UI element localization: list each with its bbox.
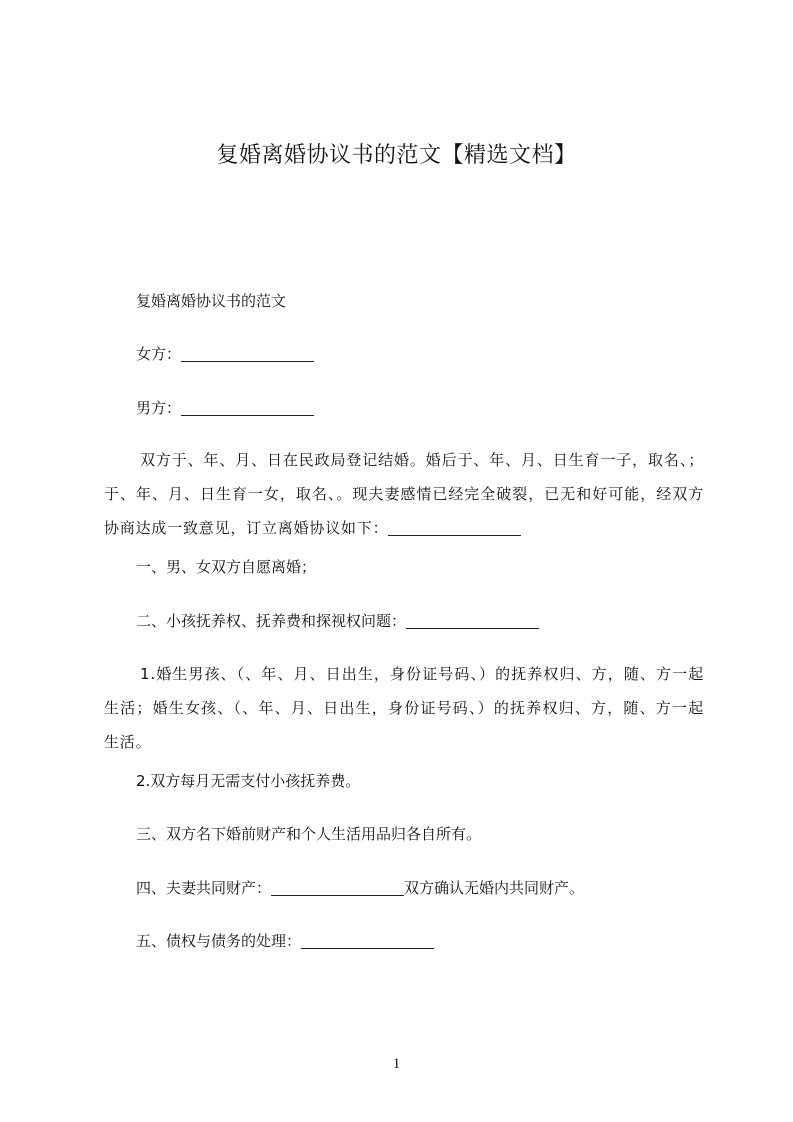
man-line xyxy=(136,391,314,425)
man-label: 男方： xyxy=(136,399,182,417)
document-title: 复婚离婚协议书的范文【精选文档】 xyxy=(216,143,577,168)
document-subtitle: 复婚离婚协议书的范文 xyxy=(136,292,287,310)
item-4-line xyxy=(136,871,584,905)
man-blank[interactable] xyxy=(181,397,314,416)
item-4-blank[interactable] xyxy=(271,877,404,896)
item-4-suffix: 双方确认无婚内共同财产。 xyxy=(404,879,585,897)
item-3: 三、双方名下婚前财产和个人生活用品归各自所有。 xyxy=(136,825,482,843)
item-5-blank[interactable] xyxy=(301,930,434,949)
item-2-blank[interactable] xyxy=(406,610,539,629)
woman-label: 女方： xyxy=(136,345,182,363)
item-5: 五、债权与债务的处理： xyxy=(136,932,302,950)
intro-text: 双方于、年、月、日在民政局登记结婚。婚后于、年、月、日生育一子，取名、；于、年、月、日生育一女，取名、。现夫妻感情已经完全破裂，已无和好可能，经双方协商达成一致意见，订立离婚协议如下： xyxy=(104,451,704,537)
item-2-1: 1.婚生男孩、（、年、月、日出生，身份证号码、）的抚养权归、方，随、方一起生活；婚生女孩、（、年、月、日出生，身份证号码、）的抚养权归、方，随、方一起生活。 xyxy=(104,665,704,751)
item-4-prefix: 四、夫妻共同财产： xyxy=(136,879,272,897)
item-2: 二、小孩抚养权、抚养费和探视权问题： xyxy=(136,612,407,630)
page-number: 1 xyxy=(392,1056,401,1072)
item-1: 一、男、女双方自愿离婚； xyxy=(136,558,317,576)
intro-blank[interactable] xyxy=(388,517,521,536)
item-5-line xyxy=(136,924,434,958)
woman-line xyxy=(136,337,314,371)
intro-paragraph xyxy=(104,443,704,545)
item-2-2: 2.双方每月无需支付小孩抚养费。 xyxy=(136,772,361,790)
woman-blank[interactable] xyxy=(181,343,314,362)
item-2-line xyxy=(136,604,539,638)
